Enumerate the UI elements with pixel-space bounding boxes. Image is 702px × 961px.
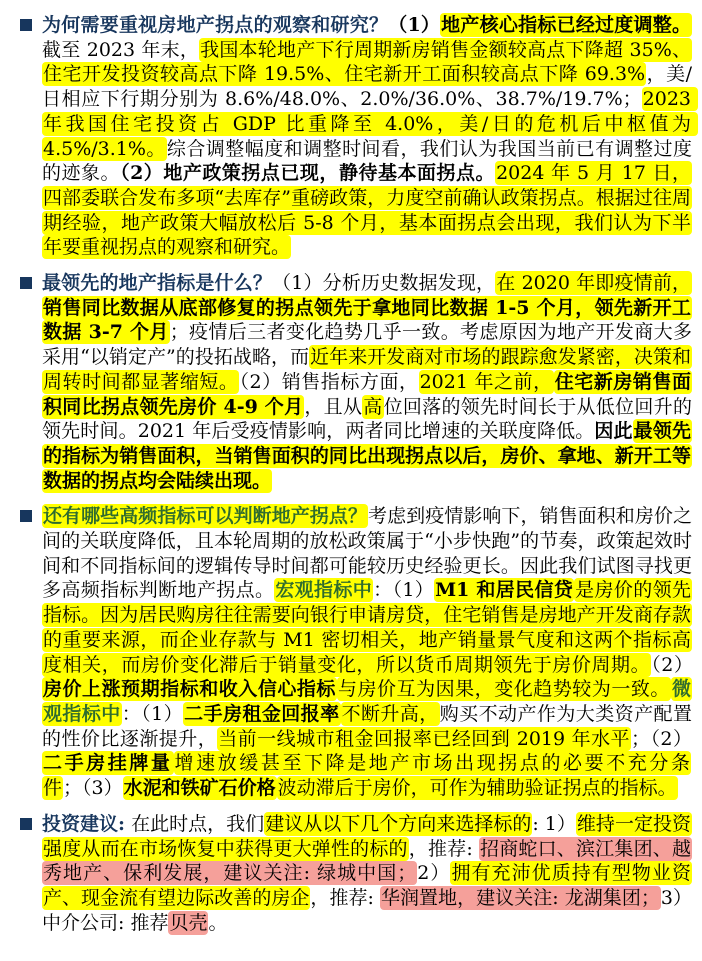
text-run: 投资建议: (42, 812, 126, 835)
text-run: 是房价的领先指标。因为居民购房往往需要向银行申请房贷，住宅销售是房地产开发商存款的重要来源，而企业存款与 M1 密切相关，地产销量景气度和这两个指标高度相关，而房价变化滞后于销量变化，所以货币周期领先于房价周期。 (43, 579, 691, 676)
text-run: 增速放缓甚至下降是地产市场出现拐点的必要不充分条件 (43, 752, 690, 800)
text-run: 住宅新房销售面积同比拐点领先房价 4-9 个月 (43, 370, 691, 418)
text-run: ：（1） (121, 702, 184, 725)
text-run: ，美/日相应下行期分别为 8.6%/48.0%、2.0%/36.0%、38.7%/19.7%； (42, 63, 692, 111)
text-run: : 1） (532, 812, 576, 835)
bullet-square-icon (20, 19, 32, 31)
text-run: ，且从 (304, 395, 363, 418)
text-run: ；（3） (63, 777, 123, 800)
summary-paragraph-investment-advice (20, 812, 692, 936)
text-run: ：（1） (373, 579, 435, 602)
text-run: 招商蛇口、滨江集团、越秀地产、保利发展，建议关注: 绿城中国； (43, 837, 691, 885)
text-run: 最领先的指标为销售面积，当销售面积的同比出现拐点以后，房价、拿地、新开工等数据的拐点均会陆续出现。 (43, 420, 691, 492)
text-run: 2） (417, 862, 451, 885)
text-run: ，推荐: (408, 837, 479, 860)
text-run: 因此 (594, 420, 633, 443)
text-run: 宏观指标中 (275, 579, 373, 602)
text-run: ，推荐: (310, 886, 380, 909)
text-run: 最领先的地产指标是什么？ (42, 272, 273, 295)
text-run: 房价上涨预期指标和收入信心指标 (43, 678, 336, 701)
text-run: 截至 2023 年末， (42, 38, 200, 61)
text-run: 水泥和铁矿石价格 (123, 777, 276, 800)
text-run: ；疫情后三者变化趋势几乎一致。考虑原因为地产开发商大多采用“以销定产”的投拓战略，而 (42, 321, 692, 369)
text-run: 2021 年之前， (419, 370, 553, 393)
text-run: （1）分析历史数据发现， (272, 272, 496, 295)
text-run: 华润置地，建议关注: 龙湖集团； (380, 886, 660, 909)
text-run: 还有哪些高频指标可以判断地产拐点？ (43, 505, 368, 528)
text-run: 2023 年我国住宅投资占 GDP 比重降至 4.0%，美/日的危机后中枢值为 4.5%/3.1%。 (43, 88, 698, 160)
summary-paragraph-why-watch-inflection-point (20, 13, 698, 260)
text-run: 位回落的领先时间长于从低位回升的领先时间。2021 年后受疫情影响，两者同比增速的关联度降低。 (42, 395, 692, 443)
text-run: （2）销售指标方面， (239, 370, 419, 393)
text-run: 建议从以下几个方向来选择标的 (265, 812, 532, 835)
text-run: 。 (208, 911, 228, 934)
bullet-square-icon (20, 818, 32, 830)
text-run: M1 和居民信贷 (435, 579, 574, 602)
summary-paragraph-most-leading-indicator (20, 271, 692, 493)
text-run: 地产核心指标已经过度调整。 (441, 14, 691, 36)
text-run: 波动滞后于房价，可作为辅助验证拐点的指标。 (277, 777, 677, 800)
text-run: 二手房租金回报率 (184, 702, 340, 725)
text-run: 微观指标中 (43, 678, 691, 725)
text-run: 当前一线城市租金回报率已经回到 2019 年水平 (218, 727, 630, 750)
text-run: 与房价互为因果，变化趋势较为一致。 (337, 678, 670, 701)
paragraph-list (20, 13, 698, 935)
text-run: 考虑到疫情影响下，销售面积和房价之间的关联度降低，且本轮周期的放松政策属于“小步快跑”的节奏，政策起效时间和不同指标间的逻辑传导时间都可能较历史经验更长。因此我们试图寻找更多高频指标判断地产拐点。 (42, 505, 692, 602)
text-run: 高 (363, 395, 383, 418)
text-run: ；（2） (631, 727, 692, 750)
summary-paragraph-high-frequency-indicators (20, 504, 692, 800)
text-run: 我国本轮地产下行周期新房销售金额较高点下降超 35%、住宅开发投资较高点下降 19.5%、住宅新开工面积较高点下降 69.3% (43, 38, 691, 86)
bullet-square-icon (20, 510, 32, 522)
text-run: （1） (388, 14, 441, 36)
text-run: 在 2020 年即疫情前， (496, 272, 691, 295)
text-run: 贝壳 (169, 911, 208, 934)
text-run: 综合调整幅度和调整时间看，我们认为我国当前已有调整过度的迹象。 (42, 137, 692, 185)
text-run: 在此时点，我们 (125, 812, 265, 835)
text-run: 维持一定投资强度从而在市场恢复中获得更大弹性的标的 (43, 812, 691, 860)
text-run: 不断升高， (341, 702, 439, 725)
text-run: 2024 年 5 月 17 日，四部委联合发布多项“去库存”重磅政策，力度空前确认政策拐点。根据过往周期经验，地产政策大幅放松后 5-8 个月，基本面拐点会出现，我们认为下半年要重视拐点的观察和研究。 (43, 162, 691, 259)
text-run: 二手房挂牌量 (43, 752, 173, 775)
text-run: 为何需要重视房地产拐点的观察和研究？ (42, 14, 389, 36)
text-run: 销售同比数据从底部修复的拐点领先于拿地同比数据 1-5 个月，领先新开工数据 3-7 个月 (43, 296, 691, 344)
text-run: 3）中介公司: 推荐 (42, 886, 692, 934)
text-run: 近年来开发商对市场的跟踪愈发紧密，决策和周转时间都显著缩短。 (43, 346, 691, 393)
text-run: 购买不动产作为大类资产配置的性价比逐渐提升， (42, 702, 692, 750)
bullet-square-icon (20, 277, 32, 289)
text-run: 拥有充沛优质持有型物业资产、现金流有望边际改善的房企 (43, 862, 691, 909)
text-run: （2）地产政策拐点已现，静待基本面拐点。 (120, 162, 496, 185)
text-run: （2） (651, 653, 693, 676)
